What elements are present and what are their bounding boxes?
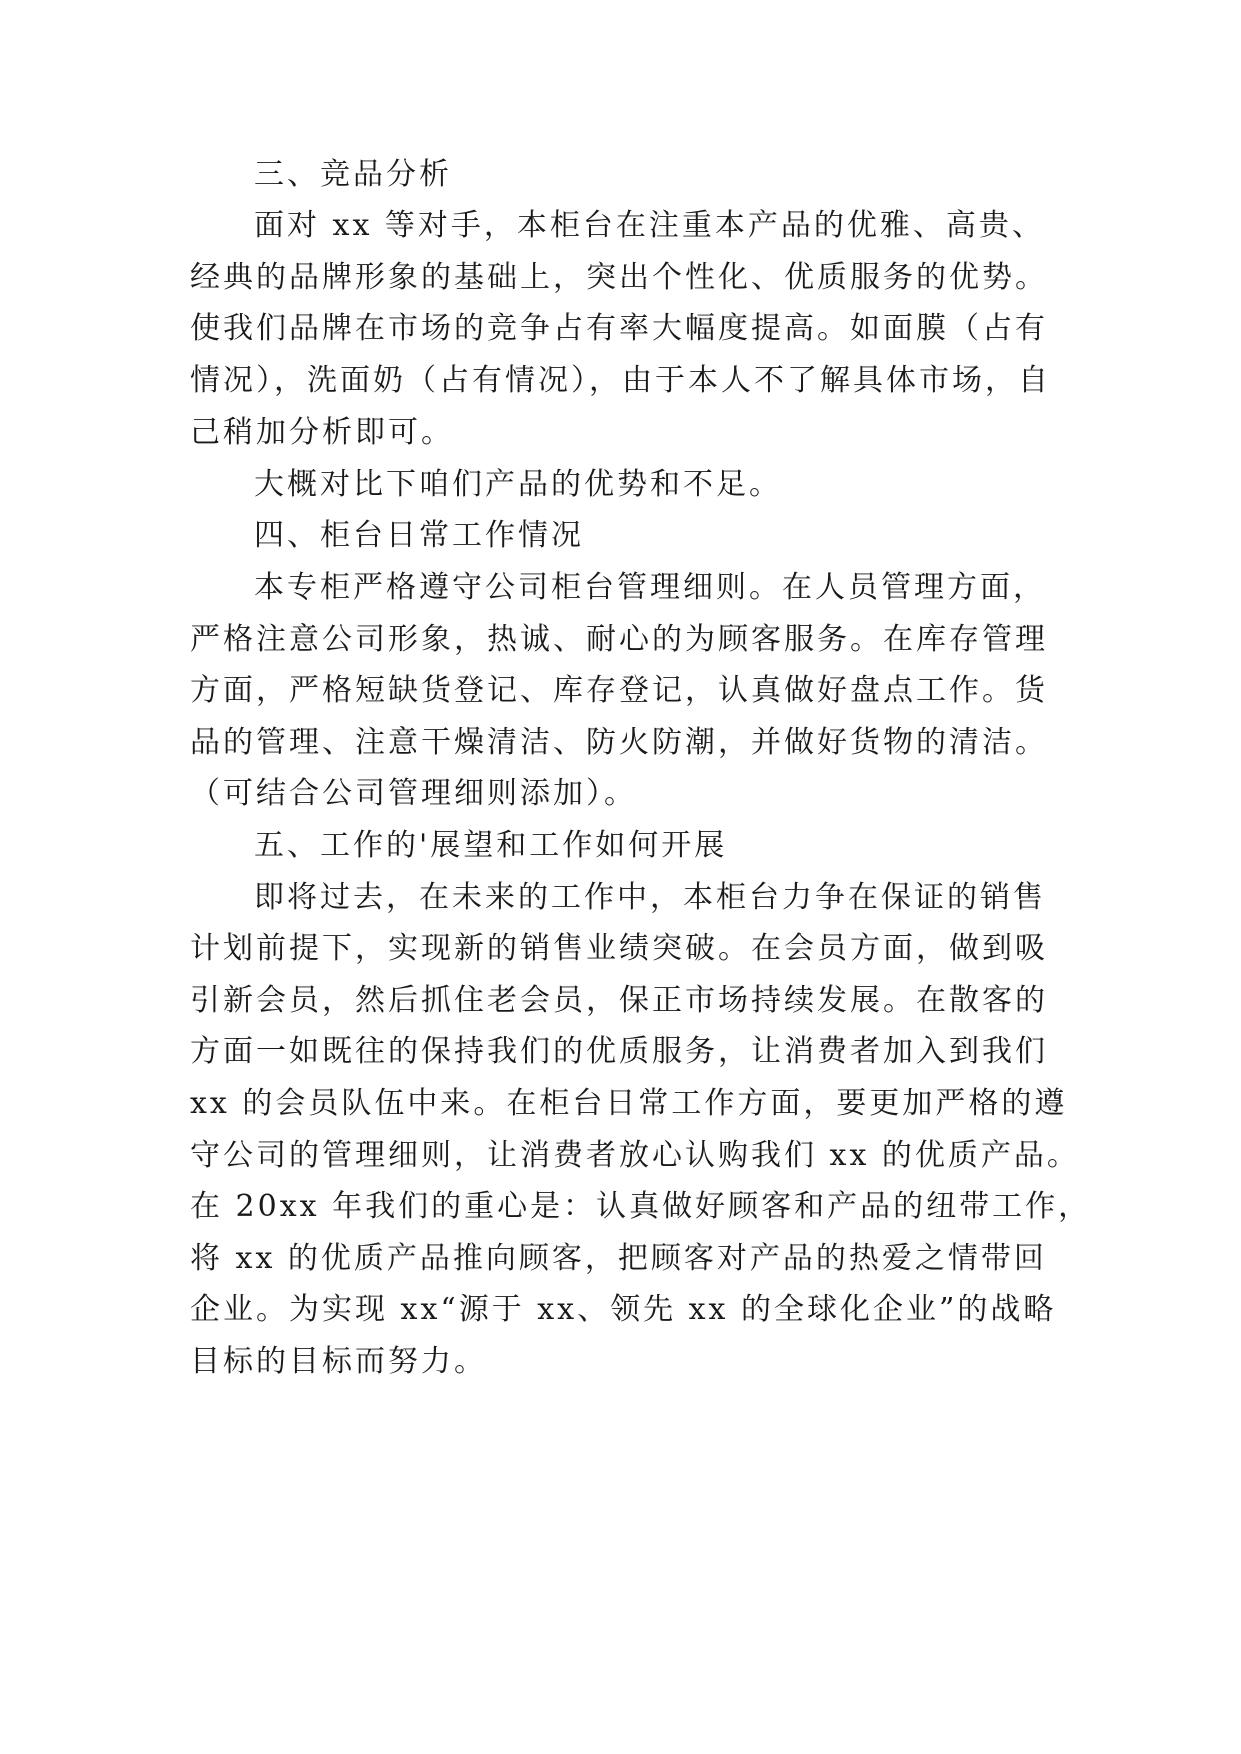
paragraph-line: （可结合公司管理细则添加）。	[190, 776, 637, 811]
heading-daily-work: 四、柜台日常工作情况	[254, 518, 584, 553]
paragraph-line: 方面，严格短缺货登记、库存登记，认真做好盘点工作。货	[190, 673, 1048, 708]
paragraph-line: 目标的目标而努力。	[190, 1344, 487, 1379]
paragraph-line: 己稍加分析即可。	[190, 415, 454, 450]
paragraph-line: 将 xx 的优质产品推向顾客，把顾客对产品的热爱之情带回	[190, 1241, 1047, 1276]
paragraph-line: 守公司的管理细则，让消费者放心认购我们 xx 的优质产品。	[190, 1138, 1080, 1173]
paragraph-line: 企业。为实现 xx“源于 xx、领先 xx 的全球化企业”的战略	[190, 1292, 1057, 1327]
paragraph-line: 即将过去，在未来的工作中，本柜台力争在保证的销售	[254, 880, 1046, 915]
paragraph-line: 引新会员，然后抓住老会员，保正市场持续发展。在散客的	[190, 983, 1048, 1018]
heading-work-outlook: 五、工作的'展望和工作如何开展	[254, 828, 728, 863]
paragraph-line: 品的管理、注意干燥清洁、防火防潮，并做好货物的清洁。	[190, 725, 1048, 760]
paragraph-line: 情况），洗面奶（占有情况），由于本人不了解具体市场，自	[190, 363, 1051, 398]
paragraph-line: 经典的品牌形象的基础上，突出个性化、优质服务的优势。	[190, 260, 1048, 295]
paragraph-line: 计划前提下，实现新的销售业绩突破。在会员方面，做到吸	[190, 931, 1048, 966]
paragraph-line: 本专柜严格遵守公司柜台管理细则。在人员管理方面，	[254, 570, 1046, 605]
paragraph-line: 面对 xx 等对手，本柜台在注重本产品的优雅、高贵、	[254, 208, 1045, 243]
paragraph-line: 使我们品牌在市场的竞争占有率大幅度提高。如面膜（占有	[190, 311, 1048, 346]
paragraph-line: 在 20xx 年我们的重心是：认真做好顾客和产品的纽带工作，	[190, 1189, 1092, 1224]
paragraph-line: 方面一如既往的保持我们的优质服务，让消费者加入到我们	[190, 1034, 1048, 1069]
heading-competitive-analysis: 三、竞品分析	[254, 157, 452, 192]
paragraph-line: 严格注意公司形象，热诚、耐心的为顾客服务。在库存管理	[190, 622, 1048, 657]
paragraph-line: 大概对比下咱们产品的优势和不足。	[254, 467, 782, 502]
paragraph-line: xx 的会员队伍中来。在柜台日常工作方面，要更加严格的遵	[190, 1086, 1068, 1121]
